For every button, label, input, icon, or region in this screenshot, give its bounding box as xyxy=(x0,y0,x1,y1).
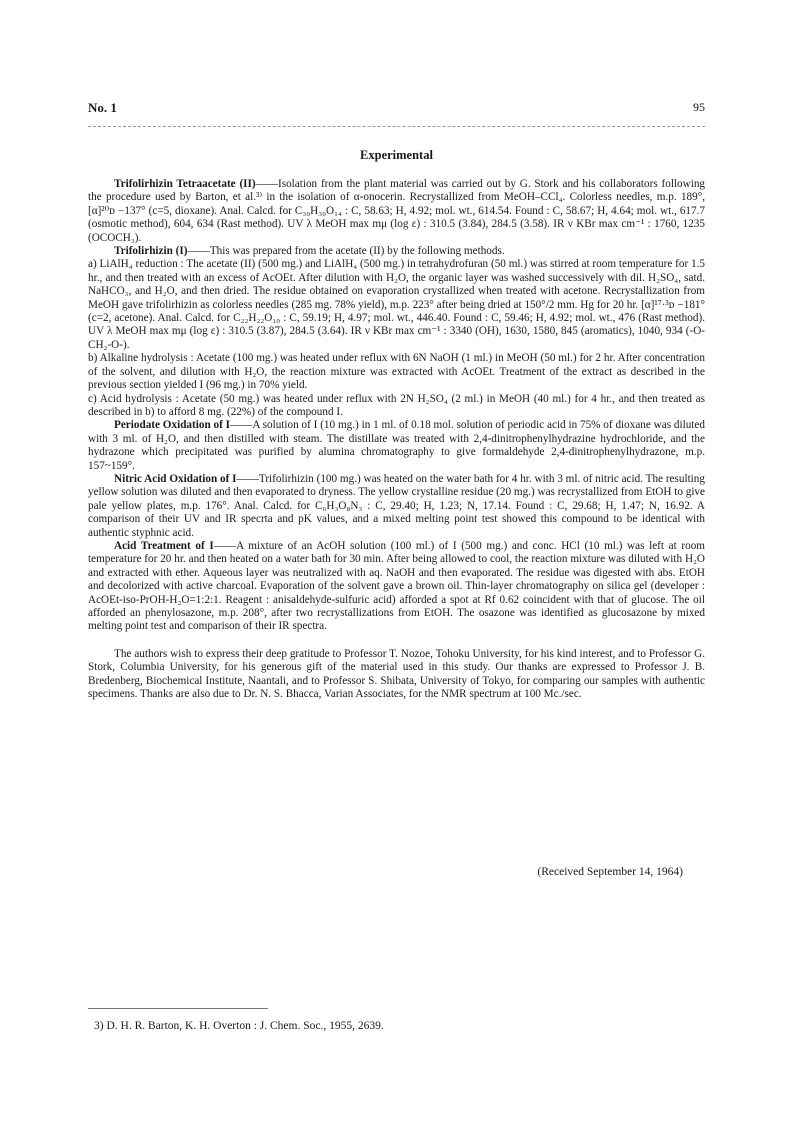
paragraph-heading: Periodate Oxidation of I xyxy=(114,419,230,432)
paragraph-periodate-oxidation xyxy=(88,419,705,473)
paragraph-text: ——A solution of I (10 mg.) in 1 ml. of 0.18 mol. solution of periodic acid in 75% of dioxane was diluted with 3 ml. of H₂O, and then distilled with steam. The distillate was treated with 2,4-dinitrophenylhydrazine hydrochloride, and the hydrazone which precipitated was purified by alumina chromatography to give formaldehyde 2,4-dinitrophenylhydrazone, m.p. 157~159°. xyxy=(88,419,705,472)
paragraph-heading: Trifolirhizin (I) xyxy=(114,245,188,258)
header-divider xyxy=(88,126,705,127)
method-b-alkaline-hydrolysis: b) Alkaline hydrolysis : Acetate (100 mg.) was heated under reflux with 6N NaOH (1 ml.) in MeOH (50 ml.) for 2 hr. After concentration of the solvent, and dilution with H₂O, the reaction mixture was extracted with AcOEt. Treatment of the extract as described in the previous section yielded I (96 mg.) in 70% yield. xyxy=(88,352,705,392)
acknowledgement: The authors wish to express their deep gratitude to Professor T. Nozoe, Tohoku University, for his kind interest, and to Professor G. Stork, Columbia University, for his generous gift of the material used in this study. Our thanks are expressed to Professor J. B. Bredenberg, Biochemical Institute, Naantali, and to Professor S. Shibata, University of Tokyo, for comparing our samples with authentic specimens. Thanks are also due to Dr. N. S. Bhacca, Varian Associates, for the NMR spectrum at 100 Mc./sec. xyxy=(88,647,705,701)
section-title: Experimental xyxy=(360,148,433,162)
received-date: (Received September 14, 1964) xyxy=(537,866,683,878)
paragraph-heading: Nitric Acid Oxidation of I xyxy=(114,472,237,485)
paragraph-text: ——Isolation from the plant material was carried out by G. Stork and his collaborators following the procedure used by Barton, et al.³⁾ in the isolation of α-onocerin. Recrystallized from MeOH–CCl₄. Colorless needles, m.p. 189°, [α]²⁰ᴅ −137° (c=5, dioxane). Anal. Calcd. for C₃₀H₃₀O₁₄ : C, 58.63; H, 4.92; mol. wt., 614.54. Found : C, 58.67; H, 4.64; mol. wt., 617.7 (osmotic method), 604, 634 (Rast method). UV λ MeOH max mμ (log ε) : 310.5 (3.84), 284.5 (3.58). IR ν KBr max cm⁻¹ : 1760, 1235 (OCOCH₃). xyxy=(88,178,706,244)
paragraph-text: ——A mixture of an AcOH solution (100 ml.) of I (500 mg.) and conc. HCl (10 ml.) was left at room temperature for 20 hr. and then heated on a water bath for 30 min. After being allowed to cool, the reaction mixture was diluted with H₂O and extracted with ether. Aqueous layer was neutralized with aq. NaOH and then evaporated. The residue was digested with abs. EtOH and decolorized with active charcoal. Evaporation of the solvent gave a brown oil. Thin-layer chromatography on silica gel (developer : AcOEt-iso-PrOH-H₂O=1:2:1. Reagent : anisaldehyde-sulfuric acid) afforded a spot at Rf 0.62 coincident with that of glucose. The oil afforded an phenylosazone, m.p. 208°, after two recrystallizations from EtOH. The osazone was identified as glucosazone by mixed melting point test and comparison of their IR spectra. xyxy=(88,539,705,633)
paragraph-text: ——Trifolirhizin (100 mg.) was heated on the water bath for 4 hr. with 3 ml. of nitric acid. The resulting yellow solution was diluted and then evaporated to dryness. The yellow crystalline residue (20 mg.) was recrystallized from EtOH to give pale yellow plates, m.p. 176°. Anal. Calcd. for C₆H₃O₈N₃ : C, 29.40; H, 1.23; N, 17.14. Found : C, 29.68; H, 1.47; N, 16.92. A comparison of their UV and IR specrta and pK values, and a mixed melting point test showed this compound to be identical with authentic styphnic acid. xyxy=(88,472,705,539)
paragraph-nitric-acid-oxidation xyxy=(88,473,705,540)
page-header xyxy=(88,100,705,120)
paragraph-tetraacetate xyxy=(88,178,705,245)
paragraph-heading: Acid Treatment of I xyxy=(114,539,214,552)
experimental-body xyxy=(88,178,705,701)
method-c-acid-hydrolysis: c) Acid hydrolysis : Acetate (50 mg.) was heated under reflux with 2N H₂SO₄ (2 ml.) in MeOH (40 ml.) for 4 hr., and then treated as described in b) to afford 8 mg. (22%) of the compound I. xyxy=(88,392,705,418)
paragraph-acid-treatment xyxy=(88,540,705,634)
spacer xyxy=(88,634,705,648)
page-number: 95 xyxy=(693,100,705,114)
method-a-reduction: a) LiAlH₄ reduction : The acetate (II) (500 mg.) and LiAlH₄ (500 mg.) in tetrahydrofuran (50 ml.) was stirred at room temperature for 1.5 hr., and then treated with an excess of AcOEt. After dilution with H₂O, the organic layer was washed successively with dil. H₂SO₄, satd. NaHCO₃, and H₂O, and then dried. The residue obtained on evaporation crystallized when treated with acetone. Recrystallization from MeOH gave trifolirhizin as colorless needles (285 mg. 78% yield), m.p. 223° after being dried at 150°/2 mm. Hg for 20 hr. [α]¹⁷·³ᴅ −181° (c=2, acetone). Anal. Calcd. for C₂₂H₂₂O₁₀ : C, 59.19; H, 4.97; mol. wt., 446.40. Found : C, 59.46; H, 4.92; mol. wt., 476 (Rast method). UV λ MeOH max mμ (log ε) : 310.5 (3.87), 284.5 (3.64). IR ν KBr max cm⁻¹ : 3340 (OH), 1630, 1580, 845 (aromatics), 1040, 934 (-O-CH₂-O-). xyxy=(88,258,705,351)
footnote-reference: 3) D. H. R. Barton, K. H. Overton : J. Chem. Soc., 1955, 2639. xyxy=(94,1020,384,1032)
paragraph-trifolirhizin xyxy=(88,245,705,258)
journal-issue: No. 1 xyxy=(88,100,117,115)
paragraph-text: ——This was prepared from the acetate (II) by the following methods. xyxy=(187,245,505,258)
footnote-divider xyxy=(88,1008,268,1009)
paragraph-heading: Trifolirhizin Tetraacetate (II) xyxy=(114,178,256,190)
